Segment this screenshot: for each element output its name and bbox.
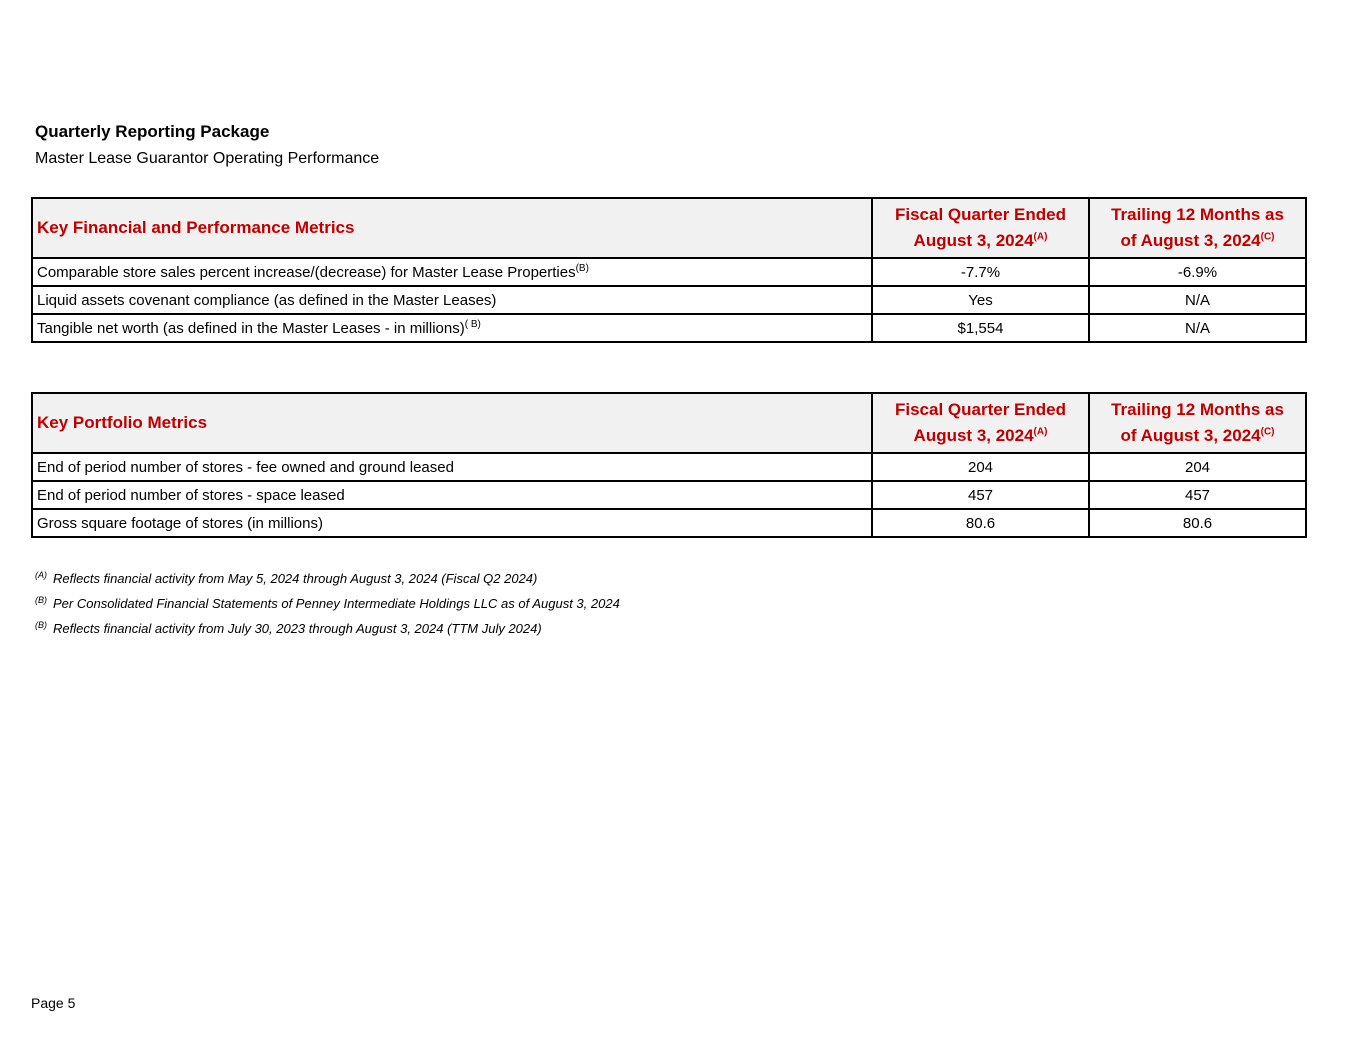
financial-metrics-title: Key Financial and Performance Metrics — [32, 198, 872, 258]
footnote-ref-b: ( B) — [464, 318, 481, 330]
footnotes — [35, 566, 1365, 641]
row-label-stores-space-leased — [32, 481, 872, 509]
row-label-text: End of period number of stores - space leased — [37, 486, 345, 504]
column-header-trailing-12m — [1089, 198, 1306, 258]
value-quarter: -7.7% — [872, 258, 1089, 286]
column-header-trailing-12m — [1089, 393, 1306, 453]
footnote-text: Reflects financial activity from July 30, 2023 through August 3, 2024 (TTM July 2024) — [53, 621, 542, 636]
financial-metrics-header — [32, 198, 1306, 258]
financial-metrics-table — [31, 197, 1307, 343]
value-quarter: $1,554 — [872, 314, 1089, 342]
table-row — [32, 286, 1306, 314]
footnote-b — [35, 591, 1365, 616]
value-ttm: 80.6 — [1089, 509, 1306, 537]
footnote-text: Reflects financial activity from May 5, 2024 through August 3, 2024 (Fiscal Q2 2024) — [53, 571, 538, 586]
row-label-tangible-net-worth — [32, 314, 872, 342]
row-label-text: Comparable store sales percent increase/(decrease) for Master Lease Properties — [37, 263, 576, 281]
footnote-ref-a: (A) — [1033, 231, 1048, 243]
footnote-ref-c: (C) — [1260, 231, 1275, 243]
column-header-line2: August 3, 2024 — [913, 426, 1034, 445]
value-ttm: -6.9% — [1089, 258, 1306, 286]
footnote-c — [35, 616, 1365, 641]
value-ttm: N/A — [1089, 286, 1306, 314]
table-row — [32, 258, 1306, 286]
table-row — [32, 314, 1306, 342]
column-header-fiscal-quarter — [872, 198, 1089, 258]
column-header-line1: Trailing 12 Months as — [1111, 400, 1284, 419]
table-row — [32, 509, 1306, 537]
row-label-text: Tangible net worth (as defined in the Master Leases - in millions) — [37, 319, 465, 337]
footnote-marker: (B) — [35, 619, 47, 630]
page-number: Page 5 — [31, 995, 76, 1011]
column-header-line2: August 3, 2024 — [913, 231, 1034, 250]
row-label-liquid-assets — [32, 286, 872, 314]
document-header — [0, 0, 1365, 172]
footnote-marker: (B) — [35, 594, 47, 605]
row-label-text: End of period number of stores - fee owned and ground leased — [37, 458, 454, 476]
column-header-line2: of August 3, 2024 — [1120, 426, 1261, 445]
footnote-ref-c: (C) — [1260, 426, 1275, 438]
row-label-stores-fee-owned — [32, 453, 872, 481]
value-quarter: 457 — [872, 481, 1089, 509]
table-row — [32, 453, 1306, 481]
value-quarter: 204 — [872, 453, 1089, 481]
column-header-line1: Fiscal Quarter Ended — [895, 205, 1066, 224]
portfolio-metrics-header — [32, 393, 1306, 453]
footnote-ref-b: (B) — [575, 262, 589, 274]
row-label-text: Liquid assets covenant compliance (as defined in the Master Leases) — [37, 291, 497, 309]
column-header-line1: Fiscal Quarter Ended — [895, 400, 1066, 419]
footnote-a — [35, 566, 1365, 591]
table-row — [32, 481, 1306, 509]
row-label-text: Gross square footage of stores (in millions) — [37, 514, 323, 532]
value-ttm: 204 — [1089, 453, 1306, 481]
footnote-ref-a: (A) — [1033, 426, 1048, 438]
column-header-line1: Trailing 12 Months as — [1111, 205, 1284, 224]
footnote-text: Per Consolidated Financial Statements of Penney Intermediate Holdings LLC as of August 3, 2024 — [53, 596, 620, 611]
value-ttm: 457 — [1089, 481, 1306, 509]
value-ttm: N/A — [1089, 314, 1306, 342]
value-quarter: 80.6 — [872, 509, 1089, 537]
portfolio-metrics-title: Key Portfolio Metrics — [32, 393, 872, 453]
footnote-marker: (A) — [35, 569, 47, 580]
row-label-comparable-sales — [32, 258, 872, 286]
page-title: Quarterly Reporting Package — [35, 122, 270, 141]
row-label-gross-square-footage — [32, 509, 872, 537]
value-quarter: Yes — [872, 286, 1089, 314]
page-subtitle: Master Lease Guarantor Operating Performance — [35, 150, 380, 167]
column-header-fiscal-quarter — [872, 393, 1089, 453]
column-header-line2: of August 3, 2024 — [1120, 231, 1261, 250]
portfolio-metrics-table — [31, 392, 1307, 538]
